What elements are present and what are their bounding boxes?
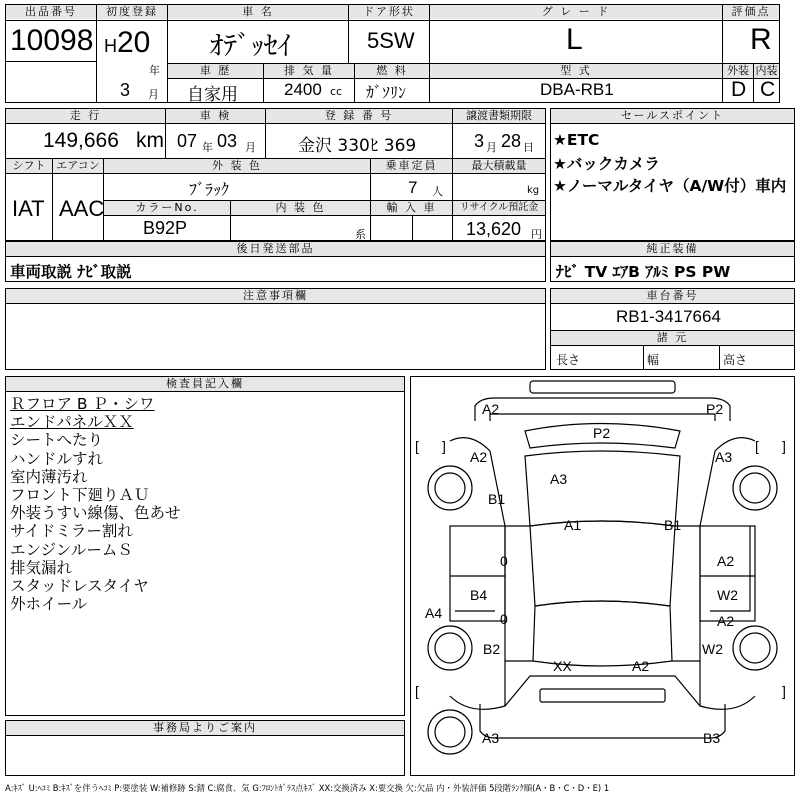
svg-text:[: [ xyxy=(755,438,759,454)
era: H xyxy=(104,36,117,56)
svg-text:W2: W2 xyxy=(717,587,738,603)
note-line: Ｒフロア B Ｐ・シワ xyxy=(10,395,155,413)
fuel-label: 燃 料 xyxy=(355,64,429,78)
office-label: 事務局よりご案内 xyxy=(6,721,404,735)
transfer-day: 28 xyxy=(501,131,522,151)
svg-text:XX: XX xyxy=(553,658,572,674)
recycle-unit: 円 xyxy=(531,228,542,241)
svg-text:B2: B2 xyxy=(483,641,501,657)
sales-points-label: セールスポイント xyxy=(551,109,794,123)
exterior-label: 外装 xyxy=(723,64,753,78)
interior-grade: C xyxy=(760,78,776,101)
insp-year-unit: 年 xyxy=(202,141,213,154)
transfer-month-unit: 月 xyxy=(486,141,497,154)
int-color-unit: 系 xyxy=(355,228,366,241)
front-bumper-shape xyxy=(530,381,675,393)
note-line: サイドミラー割れ xyxy=(10,522,133,541)
color-label: 外 装 色 xyxy=(104,159,370,173)
front-panel-shape xyxy=(475,398,730,421)
svg-text:A2: A2 xyxy=(717,613,735,629)
rear-bumper-shape xyxy=(540,689,665,702)
model-label: 型 式 xyxy=(430,64,722,78)
later-parts-text: 車両取説 ﾅﾋﾞ取説 xyxy=(10,263,132,281)
svg-text:P2: P2 xyxy=(706,401,724,417)
insp-year: 07 xyxy=(177,131,198,151)
body-color: ﾌﾞﾗｯｸ xyxy=(189,180,230,199)
car-name-label: 車 名 xyxy=(168,5,348,19)
cc-unit: cc xyxy=(330,85,343,98)
interior-label: 内装 xyxy=(755,64,778,77)
note-line: 外装うすい線傷、色あせ xyxy=(10,504,181,523)
svg-text:A1: A1 xyxy=(564,517,582,533)
door-label: ドア形状 xyxy=(349,5,429,19)
svg-text:W2: W2 xyxy=(702,641,723,657)
lot-no-label: 出品番号 xyxy=(6,5,96,19)
height-label: 高さ xyxy=(723,353,748,367)
int-color-label: 内 装 色 xyxy=(231,201,370,215)
svg-text:B1: B1 xyxy=(664,517,682,533)
specs-label: 諸 元 xyxy=(551,331,794,345)
sales-point: ★ノーマルタイヤ（A/W付）車内 xyxy=(553,177,787,195)
import-label: 輸 入 車 xyxy=(371,201,452,215)
reg-year: 20 xyxy=(117,26,151,59)
damage-legend: A:ｷｽﾞ U:ﾍｺﾐ B:ｷｽﾞを伴うﾍｺﾐ P:要塗装 W:補修跡 S:錆 C:腐食、気 G:ﾌﾛﾝﾄｶﾞﾗｽ点ｷｽﾞ XX:交換済み X:要交換 欠:欠品 内・外装評価 5段階ﾗﾝｸ順(A・B・C・D・E) 1 xyxy=(5,783,610,793)
displacement: 2400 xyxy=(284,80,322,99)
mileage-label: 走 行 xyxy=(6,109,165,123)
recycle-label: リサイクル預託金 xyxy=(453,201,545,215)
svg-text:A2: A2 xyxy=(482,401,500,417)
insp-month: 03 xyxy=(217,131,238,151)
svg-text:]: ] xyxy=(442,438,446,454)
shift: IAT xyxy=(12,196,45,221)
chassis-label: 車台番号 xyxy=(551,289,794,303)
width-label: 幅 xyxy=(647,353,660,367)
plate-label: 登 録 番 号 xyxy=(266,109,452,123)
month-unit: 月 xyxy=(148,88,159,101)
svg-text:A3: A3 xyxy=(482,730,500,746)
svg-text:B4: B4 xyxy=(470,587,488,603)
note-line: シートへたり xyxy=(10,431,104,450)
note-line: 室内薄汚れ xyxy=(10,467,88,486)
model-code: DBA-RB1 xyxy=(540,80,614,99)
grade-label: グ レ ー ド xyxy=(430,5,722,19)
recycle-fee: 13,620 xyxy=(466,219,522,239)
chassis-number: RB1-3417664 xyxy=(616,307,721,326)
score: R xyxy=(750,23,772,56)
year-unit: 年 xyxy=(149,64,160,77)
fuel: ｶﾞｿﾘﾝ xyxy=(366,83,407,102)
note-line: 排気漏れ xyxy=(10,558,73,577)
color-number: B92P xyxy=(143,218,188,238)
license-plate: 金沢 330ﾋ 369 xyxy=(298,136,417,156)
door-type: 5SW xyxy=(367,28,415,53)
svg-text:]: ] xyxy=(782,438,786,454)
svg-text:[: [ xyxy=(415,438,419,454)
later-parts-label: 後日発送部品 xyxy=(6,242,545,256)
km-unit: km xyxy=(136,129,164,152)
reg-month: 3 xyxy=(120,80,131,100)
length-label: 長さ xyxy=(556,353,581,367)
score-label: 評価点 xyxy=(723,5,779,19)
load-unit: kg xyxy=(527,185,540,196)
transfer-month: 3 xyxy=(474,131,485,151)
svg-text:A2: A2 xyxy=(632,658,650,674)
air-con: AAC xyxy=(59,196,105,221)
svg-text:P2: P2 xyxy=(593,425,611,441)
genuine-text: ﾅﾋﾞ TV ｴｱB ｱﾙﾐ PS PW xyxy=(556,263,731,281)
inspector-notes xyxy=(10,395,181,613)
lot-number: 10098 xyxy=(10,24,94,57)
capacity-unit: 人 xyxy=(432,185,443,198)
inspection-label: 車 検 xyxy=(166,109,265,123)
svg-text:A2: A2 xyxy=(717,553,735,569)
history: 自家用 xyxy=(187,85,238,105)
first-reg-label: 初度登録 xyxy=(97,5,167,19)
displacement-label: 排 気 量 xyxy=(264,64,354,78)
history-label: 車 歴 xyxy=(168,64,263,78)
mileage: 149,666 xyxy=(43,129,119,152)
svg-text:0: 0 xyxy=(500,611,508,627)
capacity-label: 乗車定員 xyxy=(371,159,452,173)
sales-point: ★ETC xyxy=(553,131,600,149)
colorno-label: カラーNo. xyxy=(104,201,230,215)
car-name: ｵﾃﾞｯｾｲ xyxy=(210,31,291,61)
svg-text:A3: A3 xyxy=(550,471,568,487)
car-damage-diagram xyxy=(410,376,795,776)
load-label: 最大積載量 xyxy=(453,159,545,173)
sales-point: ★バックカメラ xyxy=(553,155,660,173)
transfer-day-unit: 日 xyxy=(523,141,534,154)
ac-label: エアコン xyxy=(53,159,103,173)
note-line: 外ホイール xyxy=(10,595,88,614)
inspector-label: 検査員記入欄 xyxy=(6,377,404,391)
svg-text:A3: A3 xyxy=(715,449,733,465)
svg-text:B1: B1 xyxy=(488,491,506,507)
svg-text:A4: A4 xyxy=(425,605,443,621)
svg-text:0: 0 xyxy=(500,553,508,569)
exterior-grade: D xyxy=(731,78,747,101)
caution-label: 注意事項欄 xyxy=(6,289,545,303)
roof-shape xyxy=(525,451,680,526)
svg-text:B3: B3 xyxy=(703,730,721,746)
note-line: フロント下廻りＡＵ xyxy=(10,486,150,505)
svg-text:[: [ xyxy=(415,683,419,699)
shift-label: シフト xyxy=(6,159,52,173)
note-line: エンドパネルＸＸ xyxy=(10,413,134,432)
note-line: エンジンルームＳ xyxy=(10,540,133,559)
svg-text:A2: A2 xyxy=(470,449,488,465)
transfer-label: 譲渡書類期限 xyxy=(453,109,545,123)
insp-month-unit: 月 xyxy=(245,141,256,154)
genuine-label: 純正装備 xyxy=(551,242,794,256)
capacity: 7 xyxy=(408,178,418,197)
note-line: ハンドルすれ xyxy=(10,449,104,468)
svg-text:]: ] xyxy=(782,683,786,699)
grade: L xyxy=(566,23,583,56)
note-line: スタッドレスタイヤ xyxy=(10,577,149,596)
